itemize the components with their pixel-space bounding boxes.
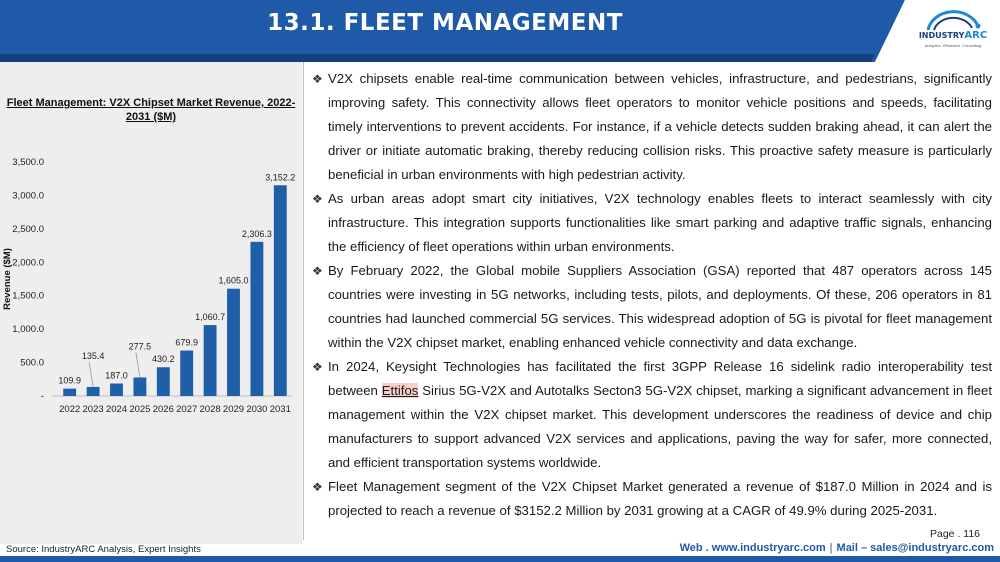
y-tick-label: 500.0: [20, 357, 44, 369]
data-label-2028: 1,060.7: [195, 312, 226, 323]
chart-title: Fleet Management: V2X Chipset Market Revenue, 2022-2031 ($M): [6, 97, 296, 123]
logo-arc-icon: [912, 6, 994, 32]
bullet-item: [312, 259, 992, 355]
data-label-2027: 679.9: [175, 337, 198, 348]
bullet-list: [312, 67, 992, 523]
header-banner: [0, 0, 1000, 62]
page-title: 13.1. FLEET MANAGEMENT: [267, 10, 623, 36]
data-label-2025: 277.5: [128, 341, 152, 352]
industryarc-logo: [912, 6, 994, 56]
chart-panel: [0, 62, 302, 544]
data-label-2026: 430.2: [152, 354, 175, 365]
ettifos-highlight: Ettifos: [381, 383, 419, 398]
diamond-bullet-icon: ❖: [312, 264, 323, 278]
y-tick-label: -: [40, 391, 44, 402]
bar-chart: [0, 150, 302, 430]
bullet-text: By February 2022, the Global mobile Suppliers Association (GSA) reported that 487 operators across 145 countries were investing in 5G networks, including tests, pilots, and deployments. Of these, 206 operators in 81 countries had launched commercial 5G services. This widespread adoption of 5G is pivotal for fleet management within the V2X chipset market, enabling enhanced vehicle connectivity and data exchange.: [328, 263, 992, 350]
logo-tagline: Analytics. Research. Consulting: [924, 43, 982, 48]
panel-divider: [303, 62, 304, 540]
source-note: Source: IndustryARC Analysis, Expert Insights: [6, 544, 201, 555]
bar-2028: [204, 325, 217, 396]
diamond-bullet-icon: ❖: [312, 192, 323, 206]
data-label-2022: 109.9: [58, 375, 81, 386]
y-tick-label: 2,000.0: [12, 257, 44, 269]
x-tick-label: 2030: [246, 404, 268, 415]
bar-2023: [87, 387, 100, 396]
y-tick-label: 1,500.0: [12, 290, 44, 302]
x-tick-label: 2022: [59, 404, 81, 415]
data-label-2031: 3,152.2: [265, 172, 296, 183]
diamond-bullet-icon: ❖: [312, 480, 323, 494]
bullet-item: [312, 187, 992, 259]
data-label-2030: 2,306.3: [241, 228, 272, 239]
data-label-2024: 187.0: [105, 370, 128, 381]
data-label-2029: 1,605.0: [218, 275, 249, 286]
bullet-text-before: In 2024, Keysight Technologies has facilitated the first 3GPP Release 16 sidelink radio interoperability test between: [328, 359, 992, 398]
y-tick-label: 3,500.0: [12, 157, 44, 168]
bullet-text: Fleet Management segment of the V2X Chipset Market generated a revenue of $187.0 Million in 2024 and is projected to reach a revenue of $3152.2 Million by 2031 growing at a CAGR of 49.9% during 2025-2031.: [328, 479, 992, 518]
footer-contact: [680, 542, 994, 554]
bullet-item: [312, 67, 992, 187]
data-label-2023: 135.4: [81, 350, 105, 361]
x-tick-label: 2023: [82, 404, 104, 415]
x-tick-label: 2026: [152, 404, 174, 415]
footer-band: [0, 556, 1000, 562]
bullet-text: As urban areas adopt smart city initiatives, V2X technology enables fleets to interact seamlessly with city infrastructure. This integration supports functionalities like smart parking and adaptive traffic signals, enhancing the efficiency of fleet operations within urban environments.: [328, 191, 992, 254]
bullet-text-after: Sirius 5G-V2X and Autotalks Secton3 5G-V2X chipset, marking a significant advancement in fleet management within the V2X chipset market. This development underscores the readiness of device and chip manufacturers to support advanced V2X services and applications, paving the way for safer, more connected, and efficient transportation systems worldwide.: [328, 383, 993, 470]
website-link[interactable]: Web . www.industryarc.com: [679, 542, 826, 554]
bar-2025: [133, 377, 146, 396]
bar-2026: [157, 367, 170, 396]
logo-wordmark: INDUSTRYARC: [918, 30, 988, 41]
bullet-item: [312, 475, 992, 523]
y-tick-label: 3,000.0: [12, 190, 44, 202]
y-tick-label: 1,000.0: [12, 324, 44, 336]
x-tick-label: 2027: [176, 404, 198, 415]
data-label-leader: [89, 362, 93, 387]
bullet-item: [312, 355, 992, 475]
email-link[interactable]: Mail – sales@industryarc.com: [836, 542, 994, 554]
y-tick-label: 2,500.0: [12, 223, 44, 235]
bar-2027: [180, 351, 193, 396]
x-tick-label: 2028: [199, 404, 221, 415]
bullet-text: V2X chipsets enable real-time communication between vehicles, infrastructure, and pedestrians, significantly improving safety. This connectivity allows fleet operators to monitor vehicle positions and speeds, facilitating timely interventions to prevent accidents. For instance, if a vehicle detects sudden braking ahead, it can alert the driver or initiate automatic braking, thereby reducing collision risks. This proactive safety measure is particularly beneficial in urban environments with high pedestrian activity.: [328, 71, 992, 182]
diamond-bullet-icon: ❖: [312, 360, 323, 374]
y-axis-title: Revenue ($M): [2, 248, 13, 310]
bar-2029: [227, 289, 240, 396]
bar-2024: [110, 383, 123, 396]
x-tick-label: 2031: [269, 404, 291, 415]
bar-2031: [274, 185, 287, 396]
bar-2030: [250, 242, 263, 396]
footer-separator: |: [829, 542, 833, 554]
diamond-bullet-icon: ❖: [312, 72, 323, 86]
x-tick-label: 2029: [222, 404, 245, 415]
page-number: Page . 116: [930, 528, 981, 540]
bar-2022: [63, 389, 76, 396]
data-label-leader: [136, 352, 140, 377]
x-tick-label: 2024: [105, 404, 128, 415]
x-tick-label: 2025: [129, 404, 151, 415]
